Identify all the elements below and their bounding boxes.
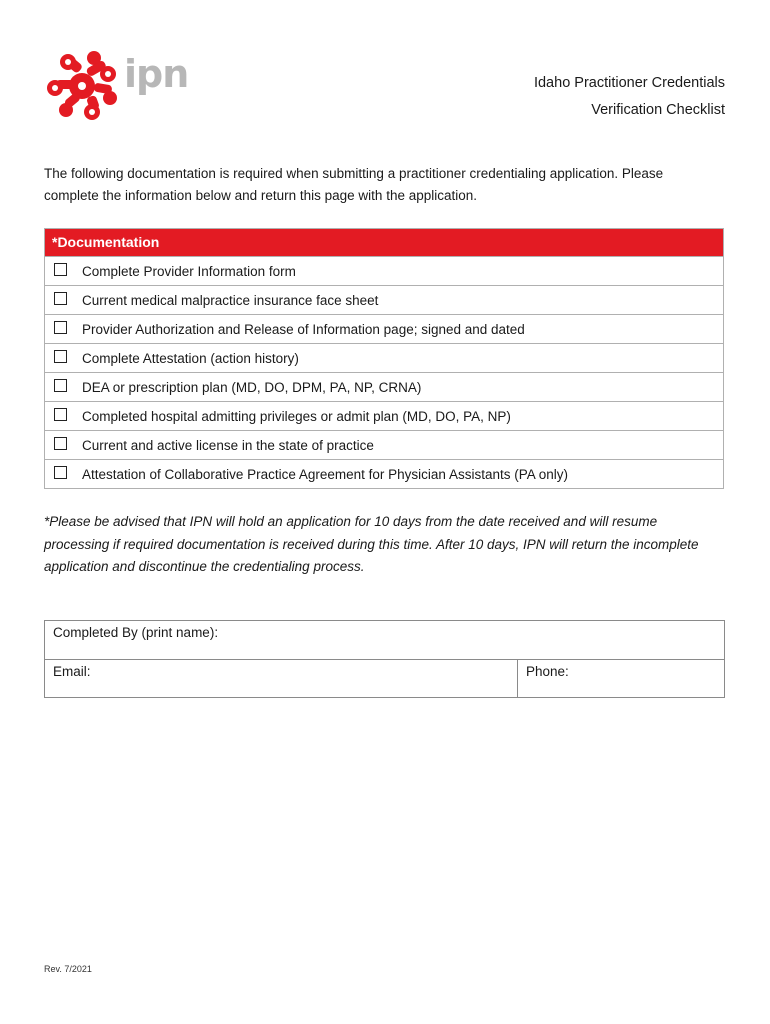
- checklist-item-label: Current and active license in the state of practice: [82, 437, 374, 453]
- completion-form: [44, 620, 725, 698]
- email-field[interactable]: [45, 660, 518, 697]
- checklist-item: [45, 285, 723, 314]
- contact-row: [45, 660, 724, 697]
- ipn-logo-wordmark: ipn: [124, 52, 189, 96]
- intro-paragraph: [44, 163, 724, 207]
- completed-by-field[interactable]: [45, 621, 724, 660]
- intro-line-1: The following documentation is required when submitting a practitioner credentialing application. Please: [44, 166, 664, 181]
- page-title-line-2: Verification Checklist: [591, 102, 725, 118]
- advisory-note: [44, 511, 734, 579]
- checkbox[interactable]: [54, 350, 67, 363]
- documentation-header: *Documentation: [45, 229, 723, 256]
- advisory-note-line-1: *Please be advised that IPN will hold an application for 10 days from the date received and will resume: [44, 514, 658, 529]
- phone-field[interactable]: [518, 660, 724, 697]
- intro-line-2: complete the information below and return this page with the application.: [44, 188, 478, 203]
- completed-by-label: Completed By (print name):: [53, 625, 219, 640]
- checkbox[interactable]: [54, 263, 67, 276]
- checklist-item: [45, 401, 723, 430]
- checklist-item-label: Complete Provider Information form: [82, 263, 296, 279]
- checklist-item: [45, 430, 723, 459]
- phone-label: Phone:: [526, 664, 569, 679]
- checkbox[interactable]: [54, 292, 67, 305]
- checklist-item-label: DEA or prescription plan (MD, DO, DPM, PA, NP, CRNA): [82, 379, 422, 395]
- checklist-item: [45, 256, 723, 285]
- checkbox[interactable]: [54, 466, 67, 479]
- checklist-item: [45, 372, 723, 401]
- page-title: [534, 70, 725, 124]
- checkbox[interactable]: [54, 321, 67, 334]
- checklist-item-label: Attestation of Collaborative Practice Agreement for Physician Assistants (PA only): [82, 466, 568, 482]
- checkbox[interactable]: [54, 437, 67, 450]
- checklist-item-label: Complete Attestation (action history): [82, 350, 299, 366]
- advisory-note-line-2: processing if required documentation is received during this time. After 10 days, IPN will return the incomplete: [44, 536, 699, 552]
- checklist-item: [45, 343, 723, 372]
- checklist-item-label: Completed hospital admitting privileges or admit plan (MD, DO, PA, NP): [82, 408, 511, 424]
- checkbox[interactable]: [54, 408, 67, 421]
- email-label: Email:: [53, 664, 91, 679]
- advisory-note-line-3: application and discontinue the credentialing process.: [44, 559, 365, 574]
- checkbox[interactable]: [54, 379, 67, 392]
- ipn-logo-mark-icon: [46, 48, 126, 126]
- checklist-item-label: Current medical malpractice insurance face sheet: [82, 292, 379, 308]
- revision-label: Rev. 7/2021: [44, 964, 92, 974]
- checklist-item: [45, 314, 723, 343]
- documentation-checklist: [44, 228, 724, 489]
- ipn-logo: [46, 48, 198, 126]
- checklist-item-label: Provider Authorization and Release of Information page; signed and dated: [82, 321, 525, 337]
- page-title-line-1: Idaho Practitioner Credentials: [533, 75, 725, 91]
- checklist-item: [45, 459, 723, 488]
